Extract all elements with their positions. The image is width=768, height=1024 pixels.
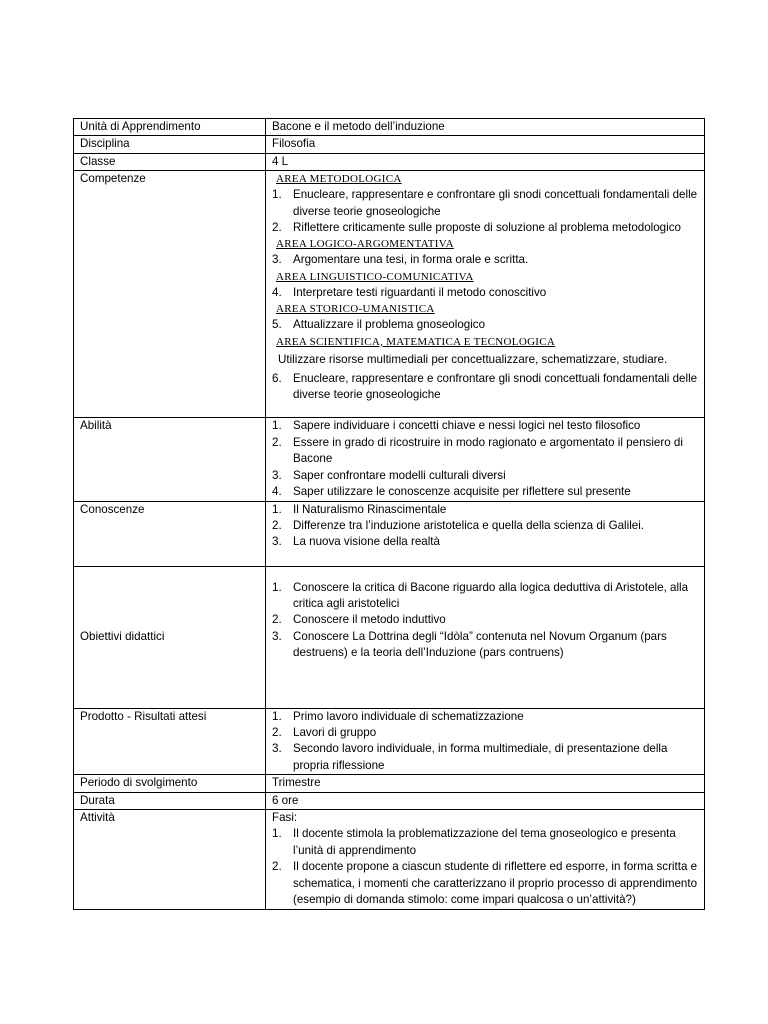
value-attivita [266, 809, 705, 909]
competenze-list [272, 285, 704, 301]
list-item-text: Primo lavoro individuale di schematizzazione [293, 709, 524, 723]
row-unita [74, 119, 705, 136]
list-item-number: 5. [272, 318, 282, 332]
value-periodo: Trimestre [266, 775, 705, 792]
competenze-list [272, 317, 704, 333]
row-conoscenze [74, 501, 705, 566]
abilita-list [272, 418, 704, 500]
list-item-number: 2. [272, 725, 282, 739]
list-item-number: 2. [272, 613, 282, 627]
list-item-text: La nuova visione della realtà [293, 535, 440, 549]
list-item-number: 2. [272, 860, 282, 874]
value-competenze [266, 171, 705, 418]
list-item-number: 6. [272, 371, 282, 385]
list-item-text: Il docente propone a ciascun studente di riflettere ed esporre, in forma scritta e schematica, i momenti che caratterizzano il proprio processo di apprendimento (esempio di domanda stimolo: come impari qualcosa o un’attività?) [293, 860, 698, 906]
row-competenze [74, 171, 705, 418]
area-heading: AREA STORICO-UMANISTICA [276, 303, 435, 316]
label-attivita: Attività [74, 809, 266, 909]
list-item [272, 220, 704, 236]
competenze-list [272, 371, 704, 404]
row-attivita [74, 809, 705, 909]
row-abilita [74, 418, 705, 501]
list-item-text: Attualizzare il problema gnoseologico [293, 318, 486, 332]
list-item [272, 502, 704, 518]
label-disciplina: Disciplina [74, 136, 266, 153]
list-item [272, 317, 704, 333]
list-item-number: 2. [272, 518, 282, 532]
list-item [272, 518, 704, 534]
row-periodo [74, 775, 705, 792]
value-prodotto [266, 708, 705, 775]
list-item-number: 1. [272, 827, 282, 841]
list-item-text: Lavori di gruppo [293, 725, 377, 739]
value-abilita [266, 418, 705, 501]
list-item-number: 3. [272, 535, 282, 549]
list-item [272, 371, 704, 404]
list-item-number: 1. [272, 709, 282, 723]
area-heading: AREA LOGICO-ARGOMENTATIVA [276, 238, 454, 251]
list-item-text: Conoscere La Dottrina degli “Idòla” contenuta nel Novum Organum (pars destruens) e la teoria dell’Induzione (pars contruens) [293, 629, 667, 660]
list-item [272, 826, 704, 859]
list-item [272, 725, 704, 741]
list-item [272, 534, 704, 550]
list-item-number: 3. [272, 468, 282, 482]
value-obiettivi [266, 566, 705, 708]
list-item [272, 435, 704, 468]
row-prodotto [74, 708, 705, 775]
list-item-text: Conoscere la critica di Bacone riguardo alla logica deduttiva di Aristotele, alla critica agli aristotelici [293, 580, 689, 610]
list-item-text: Sapere individuare i concetti chiave e nessi logici nel testo filosofico [293, 419, 641, 433]
label-abilita: Abilità [74, 418, 266, 501]
list-item-number: 2. [272, 221, 282, 235]
list-item [272, 252, 704, 268]
list-item [272, 468, 704, 484]
value-unita: Bacone e il metodo dell’induzione [266, 119, 705, 136]
value-classe: 4 L [266, 153, 705, 170]
label-durata: Durata [74, 792, 266, 809]
list-item [272, 741, 704, 774]
list-item [272, 859, 704, 908]
row-classe [74, 153, 705, 170]
value-conoscenze [266, 501, 705, 566]
list-item [272, 418, 704, 434]
row-disciplina [74, 136, 705, 153]
list-item-text: Saper confrontare modelli culturali diversi [293, 468, 506, 482]
list-item-number: 1. [272, 419, 282, 433]
list-item-text: Interpretare testi riguardanti il metodo conoscitivo [293, 285, 547, 299]
list-item-number: 4. [272, 285, 282, 299]
row-durata [74, 792, 705, 809]
learning-unit-table [73, 118, 705, 910]
list-item-number: 1. [272, 580, 282, 594]
list-item-text: Conoscere il metodo induttivo [293, 613, 446, 627]
list-item-text: Enucleare, rappresentare e confrontare gli snodi concettuali fondamentali delle diverse teorie gnoseologiche [293, 371, 698, 402]
competenze-list [272, 252, 704, 268]
list-item-text: Secondo lavoro individuale, in forma multimediale, di presentazione della propria riflessione [293, 742, 668, 772]
list-item [272, 629, 704, 662]
label-conoscenze: Conoscenze [74, 501, 266, 566]
list-item-text: Il docente stimola la problematizzazione del tema gnoseologico e presenta l’unità di apprendimento [293, 827, 676, 857]
list-item-text: Essere in grado di ricostruire in modo ragionato e argomentato il pensiero di Bacone [293, 435, 683, 466]
list-item-text: Saper utilizzare le conoscenze acquisite per riflettere sul presente [293, 485, 631, 499]
label-obiettivi: Obiettivi didattici [74, 566, 266, 708]
prodotto-list [272, 709, 704, 775]
label-classe: Classe [74, 153, 266, 170]
list-item-text: Riflettere criticamente sulle proposte di soluzione al problema metodologico [293, 221, 681, 235]
area-heading: AREA METODOLOGICA [276, 173, 402, 186]
list-item-number: 1. [272, 502, 282, 516]
list-item [272, 187, 704, 220]
competenze-list [272, 187, 704, 236]
conoscenze-list [272, 502, 704, 551]
label-periodo: Periodo di svolgimento [74, 775, 266, 792]
obiettivi-list [272, 580, 704, 662]
list-item-text: Argomentare una tesi, in forma orale e scritta. [293, 253, 529, 267]
list-item [272, 612, 704, 628]
label-competenze: Competenze [74, 171, 266, 418]
attivita-intro: Fasi: [272, 810, 298, 824]
area-heading: AREA LINGUISTICO-COMUNICATIVA [276, 270, 474, 283]
list-item-number: 4. [272, 485, 282, 499]
value-durata: 6 ore [266, 792, 705, 809]
competenze-free-text: Utilizzare risorse multimediali per concettualizzare, schematizzare, studiare. [278, 352, 668, 366]
row-obiettivi [74, 566, 705, 708]
list-item [272, 709, 704, 725]
list-item-number: 2. [272, 435, 282, 449]
label-unita: Unità di Apprendimento [74, 119, 266, 136]
list-item-text: Il Naturalismo Rinascimentale [293, 502, 447, 516]
list-item-text: Enucleare, rappresentare e confrontare gli snodi concettuali fondamentali delle diverse teorie gnoseologiche [293, 188, 698, 218]
list-item-number: 3. [272, 742, 282, 756]
list-item [272, 580, 704, 613]
list-item-number: 3. [272, 629, 282, 643]
list-item-number: 3. [272, 253, 282, 267]
list-item-number: 1. [272, 188, 282, 202]
attivita-list [272, 826, 704, 908]
list-item [272, 285, 704, 301]
value-disciplina: Filosofia [266, 136, 705, 153]
list-item [272, 484, 704, 500]
list-item-text: Differenze tra l’induzione aristotelica e quella della scienza di Galilei. [293, 518, 645, 532]
area-heading: AREA SCIENTIFICA, MATEMATICA E TECNOLOGICA [276, 335, 556, 348]
label-prodotto: Prodotto - Risultati attesi [74, 708, 266, 775]
